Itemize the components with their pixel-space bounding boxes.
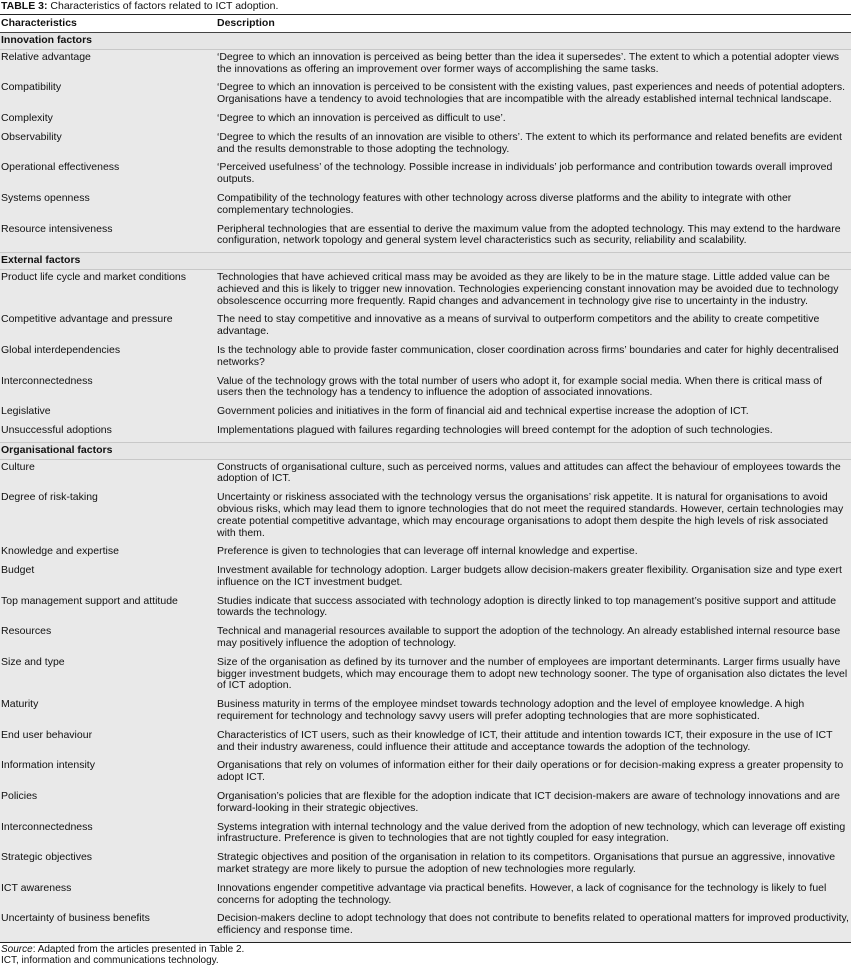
characteristic-description: ‘Degree to which an innovation is perceived as being better than the idea it supersedes’. The extent to which a potential adopter views the innovations as offering an improvement over former ways of accomplishing the same tasks. <box>216 49 851 80</box>
characteristic-name: Degree of risk-taking <box>0 490 216 544</box>
table-row <box>0 312 851 343</box>
table-row <box>0 130 851 161</box>
table-body <box>0 33 851 943</box>
characteristic-description: ‘Perceived usefulness’ of the technology. Possible increase in individuals’ job performance and contribution towards overall improved outputs. <box>216 160 851 191</box>
table-row <box>0 222 851 253</box>
characteristic-name: Budget <box>0 563 216 594</box>
caption-label: TABLE 3: <box>1 0 48 12</box>
header-description: Description <box>216 15 851 33</box>
table-row <box>0 820 851 851</box>
table-row <box>0 459 851 490</box>
table-row <box>0 881 851 912</box>
characteristic-name: Global interdependencies <box>0 343 216 374</box>
group-header-row <box>0 253 851 270</box>
characteristic-description: Investment available for technology adoption. Larger budgets allow decision-makers greater flexibility. Organisation size and type exert influence on the ICT investment budget. <box>216 563 851 594</box>
characteristic-name: Observability <box>0 130 216 161</box>
characteristic-description: Preference is given to technologies that can leverage off internal knowledge and expertise. <box>216 544 851 563</box>
table-row <box>0 563 851 594</box>
characteristic-name: Compatibility <box>0 80 216 111</box>
table-row <box>0 374 851 405</box>
group-title: Innovation factors <box>0 33 851 50</box>
table-row <box>0 80 851 111</box>
characteristic-name: Product life cycle and market conditions <box>0 269 216 312</box>
source-label: Source <box>1 944 33 956</box>
characteristic-name: Policies <box>0 789 216 820</box>
characteristic-name: Uncertainty of business benefits <box>0 911 216 942</box>
characteristic-description: Studies indicate that success associated with technology adoption is directly linked to top management’s positive support and attitude towards the technology. <box>216 594 851 625</box>
characteristic-description: ‘Degree to which the results of an innovation are visible to others’. The extent to which its performance and related benefits are evident and the results demonstrable to those adopting the technology. <box>216 130 851 161</box>
characteristic-description: ‘Degree to which an innovation is perceived to be consistent with the existing values, past experiences and needs of potential adopters. Organisations have a tendency to avoid technologies that are incompatible with the already established internal technical landscape. <box>216 80 851 111</box>
characteristic-name: ICT awareness <box>0 881 216 912</box>
table-row <box>0 49 851 80</box>
table-row <box>0 423 851 442</box>
characteristic-description: ‘Degree to which an innovation is perceived as difficult to use’. <box>216 111 851 130</box>
characteristic-name: Information intensity <box>0 758 216 789</box>
factors-table <box>0 14 851 943</box>
characteristic-description: Government policies and initiatives in the form of financial aid and technical expertise increase the adoption of ICT. <box>216 404 851 423</box>
characteristic-name: Strategic objectives <box>0 850 216 881</box>
table-row <box>0 269 851 312</box>
table-row <box>0 789 851 820</box>
characteristic-description: Organisations that rely on volumes of information either for their daily operations or for decision-making express a greater propensity to adopt ICT. <box>216 758 851 789</box>
table-header-row <box>0 15 851 33</box>
characteristic-description: Characteristics of ICT users, such as their knowledge of ICT, their attitude and intention towards ICT, their exposure in the use of ICT and their industry awareness, could influence their attitude and acceptance towards the adoption of the technology. <box>216 728 851 759</box>
characteristic-description: Innovations engender competitive advantage via practical benefits. However, a lack of cognisance for the technology is likely to fuel concerns for adopting the technology. <box>216 881 851 912</box>
characteristic-name: Complexity <box>0 111 216 130</box>
group-header-row <box>0 442 851 459</box>
characteristic-name: Knowledge and expertise <box>0 544 216 563</box>
characteristic-description: Uncertainty or riskiness associated with the technology versus the organisations’ risk appetite. It is natural for organisations to avoid obvious risks, which may lead them to ignore technologies that do not meet the required standards. However, certain technologies may create potential competitive advantage, which may encourage organisations to adopt them despite the high levels of risk associated with them. <box>216 490 851 544</box>
table-row <box>0 655 851 697</box>
characteristic-description: Organisation’s policies that are flexible for the adoption indicate that ICT decision-makers are aware of technology innovations and are forward-looking in their strategic objectives. <box>216 789 851 820</box>
characteristic-description: Compatibility of the technology features with other technology across diverse platforms and the ability to integrate with other complementary technologies. <box>216 191 851 222</box>
abbreviation-note: ICT, information and communications technology. <box>1 955 219 967</box>
characteristic-name: Size and type <box>0 655 216 697</box>
source-text: : Adapted from the articles presented in Table 2. <box>32 944 245 956</box>
characteristic-description: Technical and managerial resources available to support the adoption of the technology. An already established internal resource base may positively influence the adoption of technology. <box>216 624 851 655</box>
table-row <box>0 697 851 728</box>
characteristic-description: Systems integration with internal technology and the value derived from the adoption of new technology, which can leverage off existing infrastructure. Preference is given to technologies that are not tightly coupled for easy integration. <box>216 820 851 851</box>
table-row <box>0 490 851 544</box>
characteristic-description: Strategic objectives and position of the organisation in relation to its competitors. Organisations that pursue an aggressive, innovative market strategy are more likely to pursue the adoption of new technologies more regularly. <box>216 850 851 881</box>
characteristic-name: Maturity <box>0 697 216 728</box>
characteristic-description: Implementations plagued with failures regarding technologies will breed contempt for the adoption of such technologies. <box>216 423 851 442</box>
characteristic-name: Unsuccessful adoptions <box>0 423 216 442</box>
characteristic-name: Resource intensiveness <box>0 222 216 253</box>
source-note <box>1 944 851 955</box>
characteristic-description: Technologies that have achieved critical mass may be avoided as they are likely to be in the mature stage. Little added value can be achieved and this is likely to trigger new innovation. Technologies experiencing constant innovation may be avoided due to technology obsolescence occurring more frequently. Rapid changes and advancement in technology give rise to uncertainty in the industry. <box>216 269 851 312</box>
characteristic-name: Top management support and attitude <box>0 594 216 625</box>
table-row <box>0 624 851 655</box>
table-row <box>0 911 851 942</box>
characteristic-name: Systems openness <box>0 191 216 222</box>
characteristic-description: Business maturity in terms of the employee mindset towards technology adoption and the level of employee knowledge. A high requirement for technology and technology savvy users will prefer adopting technologies that are more sophisticated. <box>216 697 851 728</box>
table-row <box>0 758 851 789</box>
table-row <box>0 343 851 374</box>
table-row <box>0 544 851 563</box>
table-row <box>0 111 851 130</box>
characteristic-name: End user behaviour <box>0 728 216 759</box>
characteristic-name: Relative advantage <box>0 49 216 80</box>
characteristic-description: Size of the organisation as defined by its turnover and the number of employees are important determinants. Larger firms usually have bigger investment budgets, which may encourage them to adopt new technology sooner. The type of organisation also dictates the level of ICT adoption. <box>216 655 851 697</box>
characteristic-name: Resources <box>0 624 216 655</box>
table-caption <box>0 0 851 14</box>
characteristic-description: Constructs of organisational culture, such as perceived norms, values and attitudes can affect the behaviour of employees towards the adoption of ICT. <box>216 459 851 490</box>
characteristic-name: Culture <box>0 459 216 490</box>
table-row <box>0 728 851 759</box>
characteristic-description: Decision-makers decline to adopt technology that does not contribute to benefits related to operational matters for improved productivity, efficiency and response time. <box>216 911 851 942</box>
group-title: External factors <box>0 253 851 270</box>
characteristic-name: Interconnectedness <box>0 374 216 405</box>
group-header-row <box>0 33 851 50</box>
group-title: Organisational factors <box>0 442 851 459</box>
table-row <box>0 160 851 191</box>
characteristic-description: Peripheral technologies that are essential to derive the maximum value from the adopted technology. This may extend to the hardware configuration, network topology and general system level characteristics such as security, reliability and scalability. <box>216 222 851 253</box>
characteristic-description: Is the technology able to provide faster communication, closer coordination across firms’ boundaries and cater for highly decentralised networks? <box>216 343 851 374</box>
characteristic-description: The need to stay competitive and innovative as a means of survival to outperform competitors and the ability to create competitive advantage. <box>216 312 851 343</box>
characteristic-name: Legislative <box>0 404 216 423</box>
table-row <box>0 191 851 222</box>
caption-text: Characteristics of factors related to ICT adoption. <box>47 0 279 12</box>
characteristic-name: Operational effectiveness <box>0 160 216 191</box>
table-row <box>0 594 851 625</box>
table-row <box>0 850 851 881</box>
table-row <box>0 404 851 423</box>
table-footnote <box>0 943 851 966</box>
characteristic-description: Value of the technology grows with the total number of users who adopt it, for example social media. When there is critical mass of users then the technology has a tendency to influence the adoption of associated innovations. <box>216 374 851 405</box>
header-characteristics: Characteristics <box>0 15 216 33</box>
characteristic-name: Competitive advantage and pressure <box>0 312 216 343</box>
characteristic-name: Interconnectedness <box>0 820 216 851</box>
